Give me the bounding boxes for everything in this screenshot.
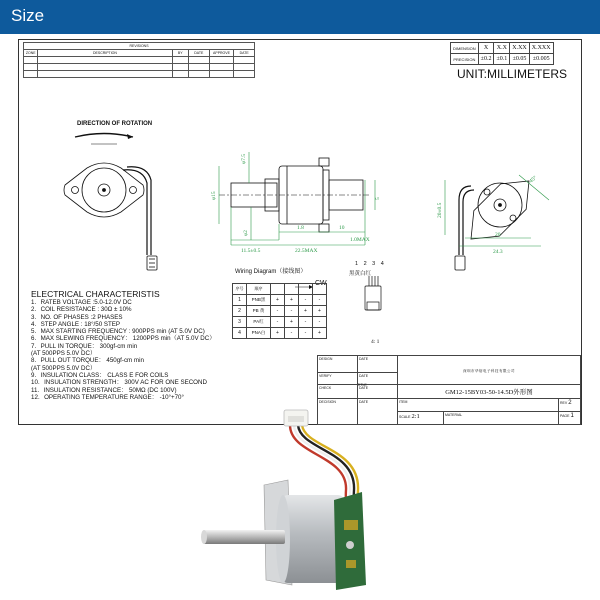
wiring-step: + [285,317,299,328]
rev-col-approve: APPROVE [209,50,234,57]
spec-line: 2．COIL RESISTANCE : 30Ω ± 10% [31,306,132,314]
spec-line: (AT 500PPS 5.0V DC） [31,364,97,372]
dimension-label: DIMENSION [451,43,479,54]
wiring-step: - [313,317,327,328]
part-number-text: GM12-15BY03-50-14.5D外形图 [445,389,533,397]
wiring-row-no: 4 [233,328,247,339]
rev-col-date: DATE [189,50,210,57]
scale-label: SCALE [399,415,411,420]
revisions-title: REVISIONS [24,43,255,50]
wiring-step: - [299,328,313,339]
wiring-row-no: 3 [233,317,247,328]
wiring-step: - [271,317,285,328]
wiring-diagram-title: Wiring Diagram（接线图） [235,269,307,275]
wiring-step: - [313,295,327,306]
section-title: Size [11,6,45,25]
wiring-row-no: 1 [233,295,247,306]
rev-col-by: BY [172,50,189,57]
connector-pin-numbers: 1 2 3 4 [355,261,386,267]
rev-col-description: DESCRIPTION [38,50,172,57]
wiring-header-step: 顺序 [247,284,271,295]
wiring-step: - [299,295,313,306]
dimension-value: X.XX [510,43,530,54]
company-name: 深圳市华舫电子科技有限公司 [398,356,581,385]
dim-side-a: 1.8 [297,225,304,231]
wiring-signal: PNB黑 [247,295,271,306]
dim-side-total: 22.5MAX [295,248,318,254]
wiring-step: - [285,328,299,339]
wiring-step: - [285,306,299,317]
cw-label: CW [315,280,327,287]
tb-date: DATE [358,385,398,399]
wiring-step: + [271,328,285,339]
tb-verify: VERIFY [318,372,358,385]
dim-side-flange: 1.0MAX [350,237,370,243]
wiring-header-no: 序号 [233,284,247,295]
connector-ratio: 4: 1 [371,339,380,345]
spec-line: 8．PULL OUT TORQUE： 450gf-cm min [31,357,144,365]
wiring-step: + [271,295,285,306]
wiring-step: + [313,306,327,317]
spec-line: 1．RATEB VOLTAGE :5.0-12.0V DC [31,299,132,306]
tb-design: DESIGN [318,356,358,373]
spec-line: 3．NO. OF PHASES :2 PHASES [31,313,123,321]
spec-line: (AT 500PPS 5.0V DC） [31,350,97,358]
wiring-signal: PNA白 [247,328,271,339]
wiring-step: - [271,306,285,317]
shaft-tip [201,530,207,544]
wiring-step: + [313,328,327,339]
tb-date: DATE [358,398,398,424]
tb-date: DATE [358,372,398,385]
rotation-direction-label: DIRECTION OF ROTATION [77,121,153,127]
dim-front-angle: 45° [528,174,539,185]
page-label: PAGE [560,414,570,419]
dimension-value: X.XXX [529,43,553,54]
dim-side-c: 5 [375,197,381,200]
rev-col-zone: ZONE [24,50,38,57]
spec-line: 9．INSULATION CLASS： CLASS E FOR COILS [31,371,169,379]
tb-title-label: TITLE [357,383,367,388]
wiring-signal: PB 黄 [247,306,271,317]
tb-decision: DECISION [318,398,358,424]
wiring-signal: PA红 [247,317,271,328]
precision-value: ±0.005 [529,54,553,65]
spec-line: 11．INSULATION RESISTANCE： 50MΩ (DC 100V) [31,386,177,394]
wiring-step: + [285,295,299,306]
precision-value: ±0.2 [478,54,494,65]
dimension-value: X [478,43,494,54]
tb-check: CHECK [318,385,358,399]
rev-value: 2 [568,399,572,406]
dim-side-b: 10 [339,225,345,231]
wiring-step: - [299,317,313,328]
rev-col-date2: DATE [234,50,255,57]
tb-material: MATERIAL [444,412,559,425]
connector-wire-colors: 黑黄白红 [349,271,372,277]
dim-top-dia: φ7.5 [241,153,247,164]
unit-label: UNIT:MILLIMETERS [457,67,568,81]
tb-date: DATE [358,356,398,373]
spec-line: 7．PULL IN TORQUE： 300gf-cm min [31,342,138,350]
dim-front-width: 20 [495,232,501,238]
dimension-value: X.X [494,43,510,54]
scale-value: 2:1 [411,413,420,421]
rev-label: REV [560,400,568,405]
spec-line: 10．INSULATION STRENGTH： 300V AC FOR ONE SECOND [31,379,207,387]
dim-front-height: 20±0.5 [437,202,443,218]
spec-line: 4．STEP ANGLE : 18°/50 STEP [31,320,121,328]
precision-label: PRECISION [451,54,479,65]
page-value: 1 [570,413,574,420]
motor-shaft [203,530,285,544]
electrical-heading: ELECTRICAL CHARACTERISTIS [31,289,160,299]
wiring-row-no: 2 [233,306,247,317]
precision-value: ±0.1 [494,54,510,65]
spec-line: 12．OPERATING TEMPERATURE RANGE： -10°+70° [31,393,184,401]
wiring-step: + [299,306,313,317]
dim-side-shaft: 11.5±0.5 [241,248,261,254]
dim-front-mount: 24.3 [493,249,503,255]
tb-item: ITEM [398,398,559,412]
precision-value: ±0.05 [510,54,530,65]
wire-connector-icon [284,410,308,426]
dim-side-shaft-dia: φ2 [243,230,249,236]
spec-line: 5．MAX STARTING FREQUENCY : 900PPS min (AT 5.0V DC) [31,328,205,336]
dim-side-dia: φ15 [211,191,217,200]
spec-line: 6．MAX SLEWING FREQUENCY： 1200PPS min（AT 5.0V DC） [31,335,216,343]
